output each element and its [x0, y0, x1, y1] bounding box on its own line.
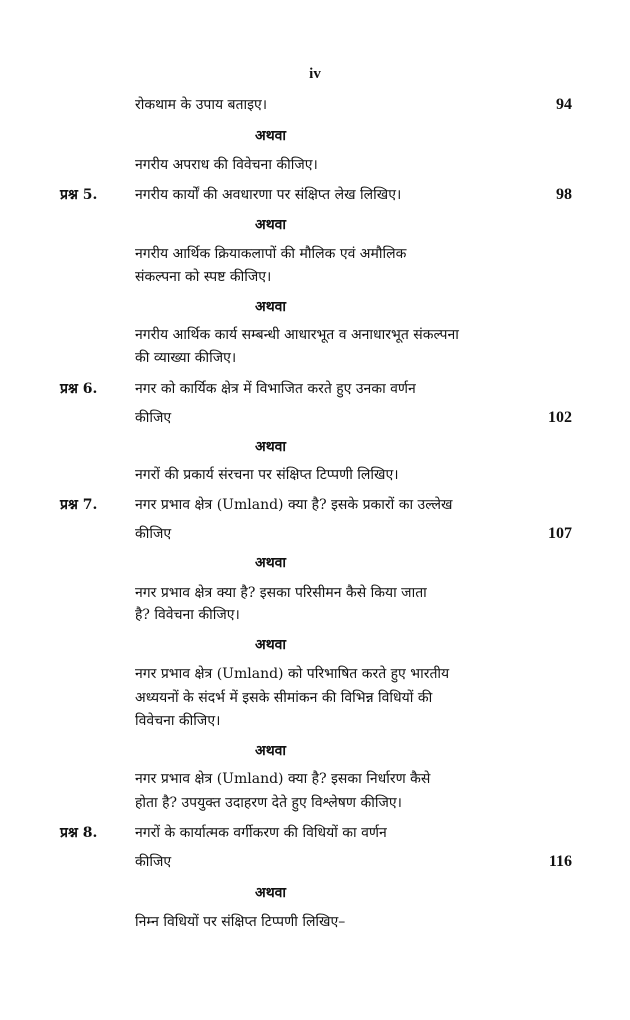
question-text-line: नगरीय आर्थिक क्रियाकलापों की मौलिक एवं अमौलिक — [135, 246, 407, 262]
question-number: प्रश्न 7. — [60, 497, 98, 513]
question-number: प्रश्न 8. — [60, 825, 98, 841]
question-text-line: अध्ययनों के संदर्भ में इसके सीमांकन की विभिन्न विधियों की — [135, 690, 433, 706]
or-separator: अथवा — [255, 637, 287, 653]
or-separator: अथवा — [255, 885, 287, 901]
or-separator: अथवा — [255, 743, 287, 759]
or-separator: अथवा — [255, 555, 287, 571]
question-text-line: कीजिए — [135, 526, 172, 542]
question-text-line: नगरीय कार्यों की अवधारणा पर संक्षिप्त लेख लिखिए। — [135, 187, 402, 203]
question-text-line: नगरीय आर्थिक कार्य सम्बन्धी आधारभूत व अनाधारभूत संकल्पना — [135, 327, 459, 343]
question-text-line: होता है? उपयुक्त उदाहरण देते हुए विश्लेषण कीजिए। — [135, 795, 402, 811]
question-text-line: है? विवेचना कीजिए। — [135, 607, 240, 623]
question-text-line: संकल्पना को स्पष्ट कीजिए। — [135, 269, 272, 285]
question-text-line: की व्याख्या कीजिए। — [135, 350, 237, 366]
page-reference: 107 — [548, 525, 572, 542]
question-text-line: नगर को कार्यिक क्षेत्र में विभाजित करते हुए उनका वर्णन — [135, 381, 416, 397]
or-separator: अथवा — [255, 299, 287, 315]
question-text-line: रोकथाम के उपाय बताइए। — [135, 97, 268, 113]
question-text-line: कीजिए — [135, 854, 172, 870]
question-text-line: कीजिए — [135, 410, 172, 426]
question-text-line: नगर प्रभाव क्षेत्र क्या है? इसका परिसीमन कैसे किया जाता — [135, 585, 427, 601]
question-text-line: नगरीय अपराध की विवेचना कीजिए। — [135, 157, 318, 173]
page-reference: 98 — [556, 186, 572, 203]
page-reference: 116 — [548, 853, 572, 870]
question-text-line: नगरों के कार्यात्मक वर्गीकरण की विधियों का वर्णन — [135, 825, 387, 841]
question-text-line: नगरों की प्रकार्य संरचना पर संक्षिप्त टिप्पणी लिखिए। — [135, 467, 399, 483]
question-text-line: नगर प्रभाव क्षेत्र (Umland) क्या है? इसका निर्धारण कैसे — [135, 771, 431, 787]
question-text-line: निम्न विधियों पर संक्षिप्त टिप्पणी लिखिए– — [135, 914, 346, 930]
question-number: प्रश्न 5. — [60, 187, 98, 203]
or-separator: अथवा — [255, 439, 287, 455]
question-text-line: विवेचना कीजिए। — [135, 713, 221, 729]
page-reference: 94 — [556, 96, 572, 113]
question-text-line: नगर प्रभाव क्षेत्र (Umland) क्या है? इसके प्रकारों का उल्लेख — [135, 497, 453, 513]
or-separator: अथवा — [255, 128, 287, 144]
question-number: प्रश्न 6. — [60, 381, 98, 397]
page-reference: 102 — [548, 409, 572, 426]
question-text-line: नगर प्रभाव क्षेत्र (Umland) को परिभाषित करते हुए भारतीय — [135, 666, 450, 682]
page-number: iv — [309, 66, 321, 82]
or-separator: अथवा — [255, 217, 287, 233]
